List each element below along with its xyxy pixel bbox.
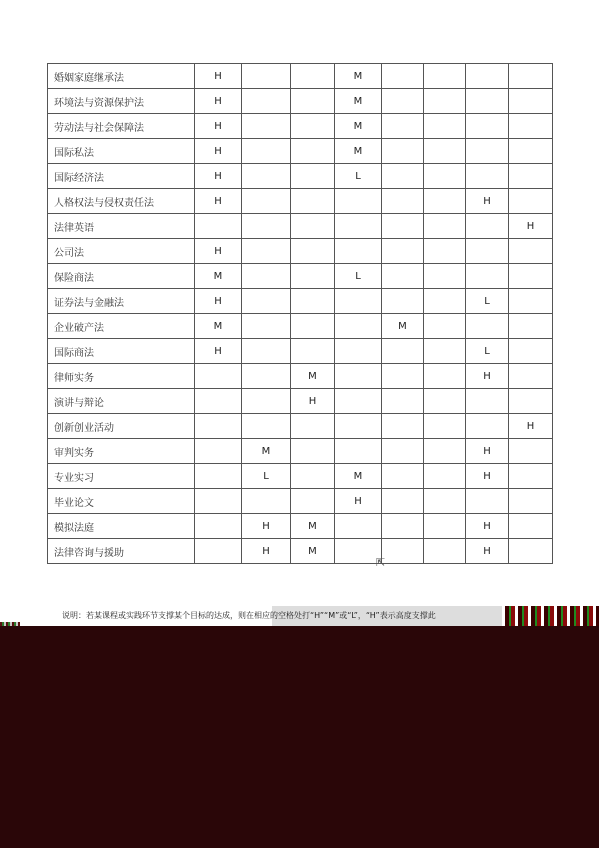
scan-dark-region: [0, 626, 599, 848]
support-cell: L: [242, 464, 291, 489]
support-cell: [291, 239, 335, 264]
support-cell: [509, 264, 553, 289]
matrix-body: [48, 64, 553, 564]
support-cell: [291, 414, 335, 439]
table-row: [48, 439, 553, 464]
course-name: 法律咨询与援助: [48, 539, 195, 564]
table-row: [48, 539, 553, 564]
support-cell: M: [195, 314, 242, 339]
support-cell: [466, 239, 509, 264]
support-cell: [509, 164, 553, 189]
course-name: 法律英语: [48, 214, 195, 239]
support-cell: M: [291, 364, 335, 389]
support-cell: M: [195, 264, 242, 289]
support-cell: [424, 89, 466, 114]
support-cell: [424, 439, 466, 464]
support-cell: [335, 189, 382, 214]
support-cell: H: [195, 64, 242, 89]
support-cell: [335, 439, 382, 464]
support-cell: [466, 264, 509, 289]
table-row: [48, 489, 553, 514]
support-cell: L: [466, 289, 509, 314]
table-row: [48, 64, 553, 89]
support-cell: [509, 64, 553, 89]
support-cell: M: [335, 89, 382, 114]
course-name: 证券法与金融法: [48, 289, 195, 314]
support-cell: [382, 389, 424, 414]
support-cell: [195, 464, 242, 489]
support-cell: [424, 389, 466, 414]
table-row: [48, 214, 553, 239]
support-cell: [291, 189, 335, 214]
support-cell: [291, 464, 335, 489]
support-cell: [509, 389, 553, 414]
table-row: [48, 114, 553, 139]
support-cell: [424, 239, 466, 264]
cursor-icon: ⇱: [376, 556, 386, 569]
course-name: 毕业论文: [48, 489, 195, 514]
support-cell: [382, 214, 424, 239]
support-cell: [382, 239, 424, 264]
course-name: 国际经济法: [48, 164, 195, 189]
support-cell: [424, 314, 466, 339]
support-cell: L: [466, 339, 509, 364]
support-cell: [509, 139, 553, 164]
support-cell: M: [335, 464, 382, 489]
support-cell: H: [242, 539, 291, 564]
course-name: 人格权法与侵权责任法: [48, 189, 195, 214]
support-cell: [242, 89, 291, 114]
support-cell: H: [195, 164, 242, 189]
course-name: 律师实务: [48, 364, 195, 389]
table-row: [48, 514, 553, 539]
support-cell: [509, 464, 553, 489]
support-cell: [382, 139, 424, 164]
table-row: [48, 464, 553, 489]
table-row: [48, 289, 553, 314]
support-cell: [424, 514, 466, 539]
support-cell: [242, 239, 291, 264]
support-cell: [466, 164, 509, 189]
support-cell: [242, 339, 291, 364]
support-cell: [291, 139, 335, 164]
support-cell: [382, 514, 424, 539]
support-cell: [195, 439, 242, 464]
support-cell: H: [466, 439, 509, 464]
support-cell: [509, 89, 553, 114]
support-cell: [382, 114, 424, 139]
support-cell: [291, 214, 335, 239]
course-name: 环境法与资源保护法: [48, 89, 195, 114]
support-cell: [195, 539, 242, 564]
support-cell: [335, 514, 382, 539]
support-cell: H: [195, 114, 242, 139]
support-cell: [509, 489, 553, 514]
support-cell: H: [195, 189, 242, 214]
support-cell: [242, 139, 291, 164]
support-cell: H: [195, 139, 242, 164]
support-cell: [382, 164, 424, 189]
table-row: [48, 364, 553, 389]
course-name: 创新创业活动: [48, 414, 195, 439]
support-cell: [509, 439, 553, 464]
scan-artifact-right: [505, 606, 599, 626]
footnote-text: 说明：若某课程或实践环节支撑某个目标的达成，则在相应的空格处打“H”“M”或“L”，“H”表示高度支撑此: [62, 611, 436, 620]
course-name: 国际私法: [48, 139, 195, 164]
support-cell: H: [466, 514, 509, 539]
support-cell: M: [335, 64, 382, 89]
support-cell: [242, 264, 291, 289]
support-cell: [424, 539, 466, 564]
support-cell: [509, 514, 553, 539]
support-cell: H: [242, 514, 291, 539]
table-row: [48, 89, 553, 114]
support-cell: [424, 364, 466, 389]
support-cell: [424, 489, 466, 514]
support-cell: [335, 214, 382, 239]
support-cell: [382, 264, 424, 289]
support-cell: [335, 314, 382, 339]
support-cell: H: [466, 464, 509, 489]
support-cell: [509, 539, 553, 564]
support-cell: M: [242, 439, 291, 464]
support-cell: [335, 364, 382, 389]
course-name: 国际商法: [48, 339, 195, 364]
support-cell: [509, 314, 553, 339]
support-cell: [466, 114, 509, 139]
support-cell: [335, 389, 382, 414]
support-cell: [509, 239, 553, 264]
table-row: [48, 239, 553, 264]
table-row: [48, 389, 553, 414]
support-cell: [509, 114, 553, 139]
support-cell: [382, 414, 424, 439]
support-cell: [335, 539, 382, 564]
support-cell: [242, 389, 291, 414]
support-cell: [242, 364, 291, 389]
support-cell: [424, 214, 466, 239]
course-name: 公司法: [48, 239, 195, 264]
support-cell: H: [195, 89, 242, 114]
support-cell: [509, 339, 553, 364]
support-cell: [382, 364, 424, 389]
course-name: 审判实务: [48, 439, 195, 464]
support-cell: [291, 114, 335, 139]
support-cell: [195, 389, 242, 414]
support-matrix-table: [47, 63, 553, 564]
support-cell: [424, 64, 466, 89]
support-cell: H: [195, 339, 242, 364]
support-cell: H: [335, 489, 382, 514]
support-cell: H: [509, 214, 553, 239]
support-cell: [195, 214, 242, 239]
support-cell: [291, 339, 335, 364]
support-cell: [291, 89, 335, 114]
support-cell: [291, 164, 335, 189]
support-cell: [424, 114, 466, 139]
support-cell: [382, 539, 424, 564]
support-cell: [424, 139, 466, 164]
support-cell: [335, 339, 382, 364]
support-cell: [291, 439, 335, 464]
support-cell: [382, 64, 424, 89]
support-cell: [466, 139, 509, 164]
support-cell: [291, 314, 335, 339]
support-cell: [424, 289, 466, 314]
support-cell: [335, 239, 382, 264]
course-name: 专业实习: [48, 464, 195, 489]
support-cell: [242, 414, 291, 439]
support-cell: [382, 339, 424, 364]
support-cell: [242, 314, 291, 339]
support-cell: M: [335, 114, 382, 139]
course-name: 劳动法与社会保障法: [48, 114, 195, 139]
support-cell: [242, 64, 291, 89]
table-row: [48, 339, 553, 364]
course-name: 保险商法: [48, 264, 195, 289]
support-cell: M: [291, 539, 335, 564]
support-cell: [291, 289, 335, 314]
support-cell: [466, 64, 509, 89]
course-name: 企业破产法: [48, 314, 195, 339]
support-cell: [382, 89, 424, 114]
support-cell: [195, 364, 242, 389]
support-cell: [424, 414, 466, 439]
support-cell: [195, 514, 242, 539]
support-cell: H: [291, 389, 335, 414]
support-cell: [195, 414, 242, 439]
support-cell: [424, 164, 466, 189]
support-cell: [382, 289, 424, 314]
support-cell: [466, 214, 509, 239]
support-cell: [466, 489, 509, 514]
support-cell: [242, 164, 291, 189]
table-row: [48, 139, 553, 164]
support-cell: [382, 489, 424, 514]
support-cell: [382, 439, 424, 464]
support-cell: [291, 64, 335, 89]
support-cell: [466, 89, 509, 114]
course-name: 演讲与辩论: [48, 389, 195, 414]
course-name: 婚姻家庭继承法: [48, 64, 195, 89]
support-cell: [335, 289, 382, 314]
support-cell: H: [195, 239, 242, 264]
support-cell: [466, 314, 509, 339]
table-row: [48, 164, 553, 189]
support-cell: [335, 414, 382, 439]
support-cell: M: [291, 514, 335, 539]
support-cell: [424, 189, 466, 214]
support-cell: [509, 189, 553, 214]
table-row: [48, 314, 553, 339]
support-cell: [509, 289, 553, 314]
support-cell: [509, 364, 553, 389]
table-row: [48, 264, 553, 289]
support-cell: [382, 464, 424, 489]
support-cell: [424, 464, 466, 489]
support-cell: [291, 489, 335, 514]
course-name: 模拟法庭: [48, 514, 195, 539]
support-cell: [466, 389, 509, 414]
support-cell: [424, 264, 466, 289]
support-cell: [195, 489, 242, 514]
support-cell: M: [382, 314, 424, 339]
table-row: [48, 414, 553, 439]
support-cell: [291, 264, 335, 289]
support-cell: L: [335, 164, 382, 189]
support-cell: [424, 339, 466, 364]
support-cell: [466, 414, 509, 439]
support-cell: [242, 489, 291, 514]
table-row: [48, 189, 553, 214]
support-cell: M: [335, 139, 382, 164]
support-cell: H: [466, 189, 509, 214]
support-cell: H: [509, 414, 553, 439]
support-cell: H: [466, 539, 509, 564]
support-cell: [242, 289, 291, 314]
support-cell: L: [335, 264, 382, 289]
support-cell: [242, 114, 291, 139]
support-cell: [382, 189, 424, 214]
support-cell: H: [466, 364, 509, 389]
support-cell: H: [195, 289, 242, 314]
support-cell: [242, 189, 291, 214]
support-cell: [242, 214, 291, 239]
